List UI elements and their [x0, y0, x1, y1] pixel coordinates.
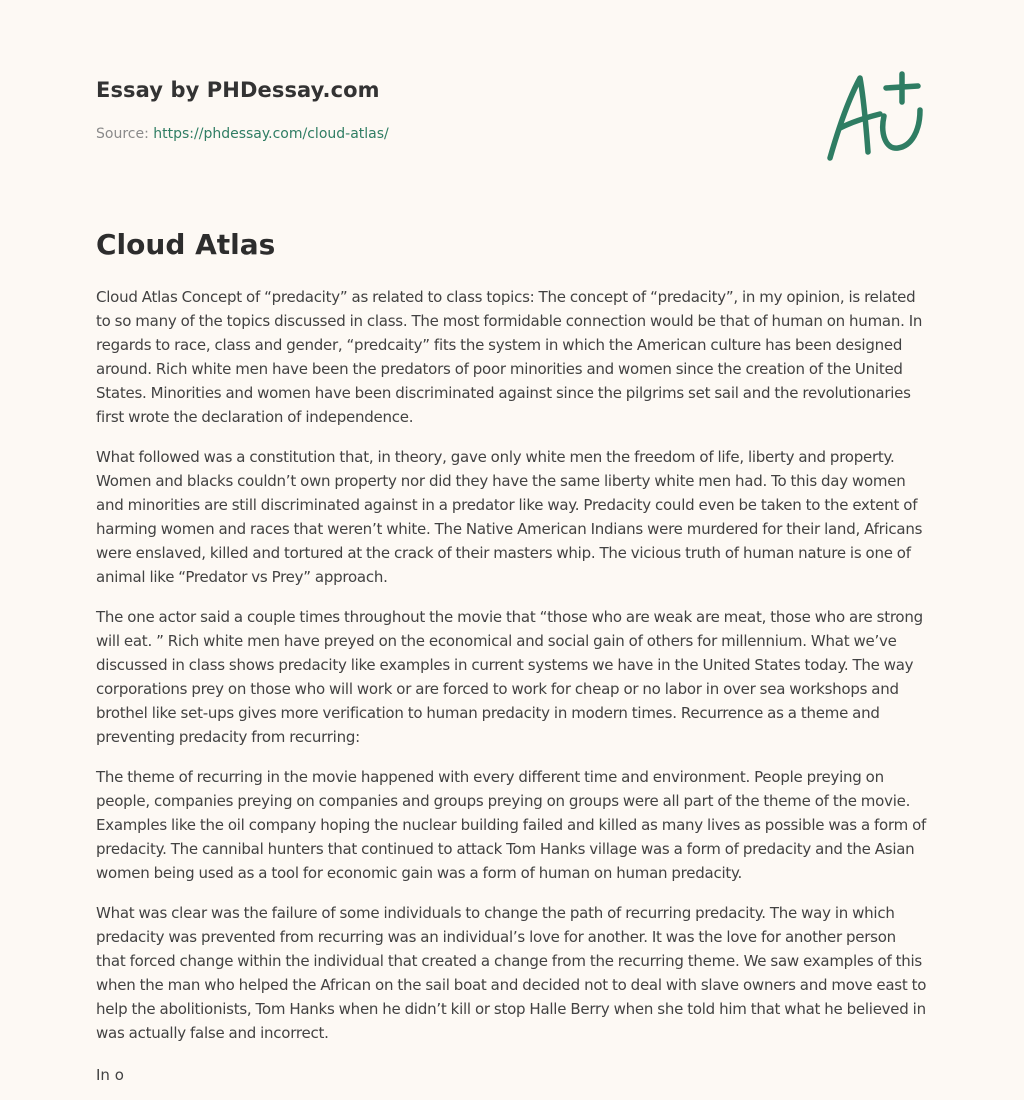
essay-body	[96, 285, 928, 1061]
source-label: Source:	[96, 126, 149, 142]
source-link[interactable]: https://phdessay.com/cloud-atlas/	[153, 126, 389, 142]
essay-paragraph: The one actor said a couple times throughout the movie that “those who are weak are meat, those who are strong will eat. ” Rich white men have preyed on the economical and social gain of others for millennium. What we’ve discussed in class shows predacity like examples in current systems we have in the United States today. The way corporations prey on those who will work or are forced to work for cheap or no labor in over sea workshops and brothel like set-ups gives more verification to human predacity in modern times. Recurrence as a theme and preventing predacity from recurring:	[96, 608, 923, 746]
source-line	[96, 124, 389, 144]
essay-header	[96, 74, 796, 142]
site-brand: Essay by PHDessay.com	[96, 78, 380, 102]
essay-title: Cloud Atlas	[96, 228, 276, 261]
truncated-paragraph: In o	[96, 1066, 124, 1084]
essay-paragraph: What was clear was the failure of some individuals to change the path of recurring predacity. The way in which predacity was prevented from recurring was an individual’s love for another. It was the love for another person that forced change within the individual that created a change from the recurring theme. We saw examples of this when the man who helped the African on the sail boat and decided not to deal with slave owners and move east to help the abolitionists, Tom Hanks when he didn’t kill or stop Halle Berry when she told him that what he believed in was actually false and incorrect.	[96, 904, 927, 1042]
essay-paragraph: What followed was a constitution that, in theory, gave only white men the freedom of life, liberty and property. Women and blacks couldn’t own property nor did they have the same liberty white men had. To this day women and minorities are still discriminated against in a predator like way. Predacity could even be taken to the extent of harming women and races that weren’t white. The Native American Indians were murdered for their land, Africans were enslaved, killed and tortured at the crack of their masters whip. The vicious truth of human nature is one of animal like “Predator vs Prey” approach.	[96, 448, 923, 586]
a-plus-logo-icon	[822, 70, 930, 166]
essay-paragraph: The theme of recurring in the movie happened with every different time and environment. People preying on people, companies preying on companies and groups preying on groups were all part of the theme of the movie. Examples like the oil company hoping the nuclear building failed and killed as many lives as possible was a form of predacity. The cannibal hunters that continued to attack Tom Hanks village was a form of predacity and the Asian women being used as a tool for economic gain was a form of human on human predacity.	[96, 768, 927, 882]
essay-paragraph: Cloud Atlas Concept of “predacity” as related to class topics: The concept of “predacity”, in my opinion, is related to so many of the topics discussed in class. The most formidable connection would be that of human on human. In regards to race, class and gender, “predcaity” fits the system in which the American culture has been designed around. Rich white men have been the predators of poor minorities and women since the creation of the United States. Minorities and women have been discriminated against since the pilgrims set sail and the revolutionaries first wrote the declaration of independence.	[96, 288, 923, 426]
